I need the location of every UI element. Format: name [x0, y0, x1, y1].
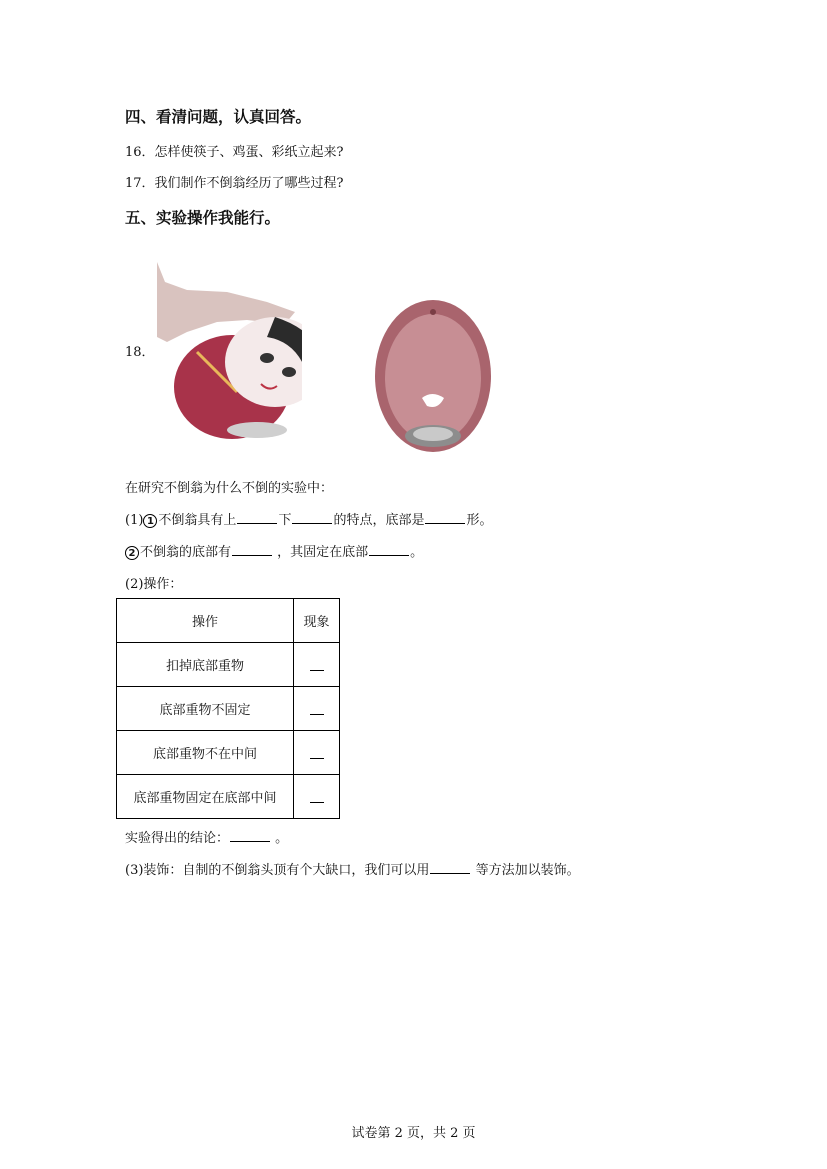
decoration-text-a: (3)装饰：自制的不倒翁头顶有个大缺口，我们可以用: [125, 863, 430, 878]
row-operation: 底部重物不在中间: [117, 731, 294, 775]
row-phenomenon-blank[interactable]: [294, 731, 340, 775]
blank-upper[interactable]: [237, 511, 277, 524]
part-1-line: [125, 509, 492, 528]
circle-number-1: 1: [143, 514, 157, 528]
question-17: 17．我们制作不倒翁经历了哪些过程?: [125, 176, 344, 191]
question-18-label: 18．: [125, 345, 155, 360]
blank-fixed-position[interactable]: [369, 543, 409, 556]
page-footer: 试卷第 2 页，共 2 页: [351, 1126, 476, 1141]
blank-decoration[interactable]: [430, 861, 470, 874]
part-1-text-b: 下: [278, 513, 292, 528]
blank-conclusion[interactable]: [230, 829, 270, 842]
table-row: [117, 731, 340, 775]
part-1-text-a: 不倒翁具有上: [158, 513, 237, 528]
circle-number-2: 2: [125, 546, 139, 560]
tumbler-doll-image: [157, 262, 302, 444]
decoration-line: [125, 859, 580, 878]
operations-table: [116, 598, 340, 819]
part-1-text-c: 的特点，底部是: [333, 513, 425, 528]
part-1b-text-b: ，其固定在底部: [277, 545, 369, 560]
section-5-title: 五、实验操作我能行。: [125, 209, 281, 227]
part-1b-text-a: 不倒翁的底部有: [140, 545, 232, 560]
header-operation: 操作: [117, 599, 294, 643]
tumbler-shell-image: [372, 298, 494, 458]
row-operation: 底部重物不固定: [117, 687, 294, 731]
shell-inner: [385, 314, 481, 442]
section-4-title: 四、看清问题，认真回答。: [125, 108, 312, 126]
part-1-text-d: 形。: [466, 513, 493, 528]
row-operation: 扣掉底部重物: [117, 643, 294, 687]
table-header-row: [117, 599, 340, 643]
table-row: [117, 687, 340, 731]
decoration-text-b: 等方法加以装饰。: [475, 863, 580, 878]
blank-bottom-shape[interactable]: [425, 511, 465, 524]
blank-lower[interactable]: [292, 511, 332, 524]
row-operation: 底部重物固定在底部中间: [117, 775, 294, 819]
conclusion-end: 。: [275, 831, 289, 846]
part-1-prefix: (1): [125, 513, 144, 528]
question-16: 16．怎样使筷子、鸡蛋、彩纸立起来?: [125, 145, 344, 160]
blank-bottom-content[interactable]: [232, 543, 272, 556]
row-phenomenon-blank[interactable]: [294, 687, 340, 731]
part-1-line-2: [125, 541, 423, 560]
row-phenomenon-blank[interactable]: [294, 775, 340, 819]
experiment-intro: 在研究不倒翁为什么不倒的实验中：: [125, 481, 334, 496]
conclusion-line: [125, 827, 288, 846]
part-2-label: (2)操作：: [125, 577, 183, 592]
header-phenomenon: 现象: [294, 599, 340, 643]
table-row: [117, 775, 340, 819]
part-1b-text-c: 。: [410, 545, 424, 560]
row-phenomenon-blank[interactable]: [294, 643, 340, 687]
table-row: [117, 643, 340, 687]
conclusion-label: 实验得出的结论：: [125, 831, 230, 846]
